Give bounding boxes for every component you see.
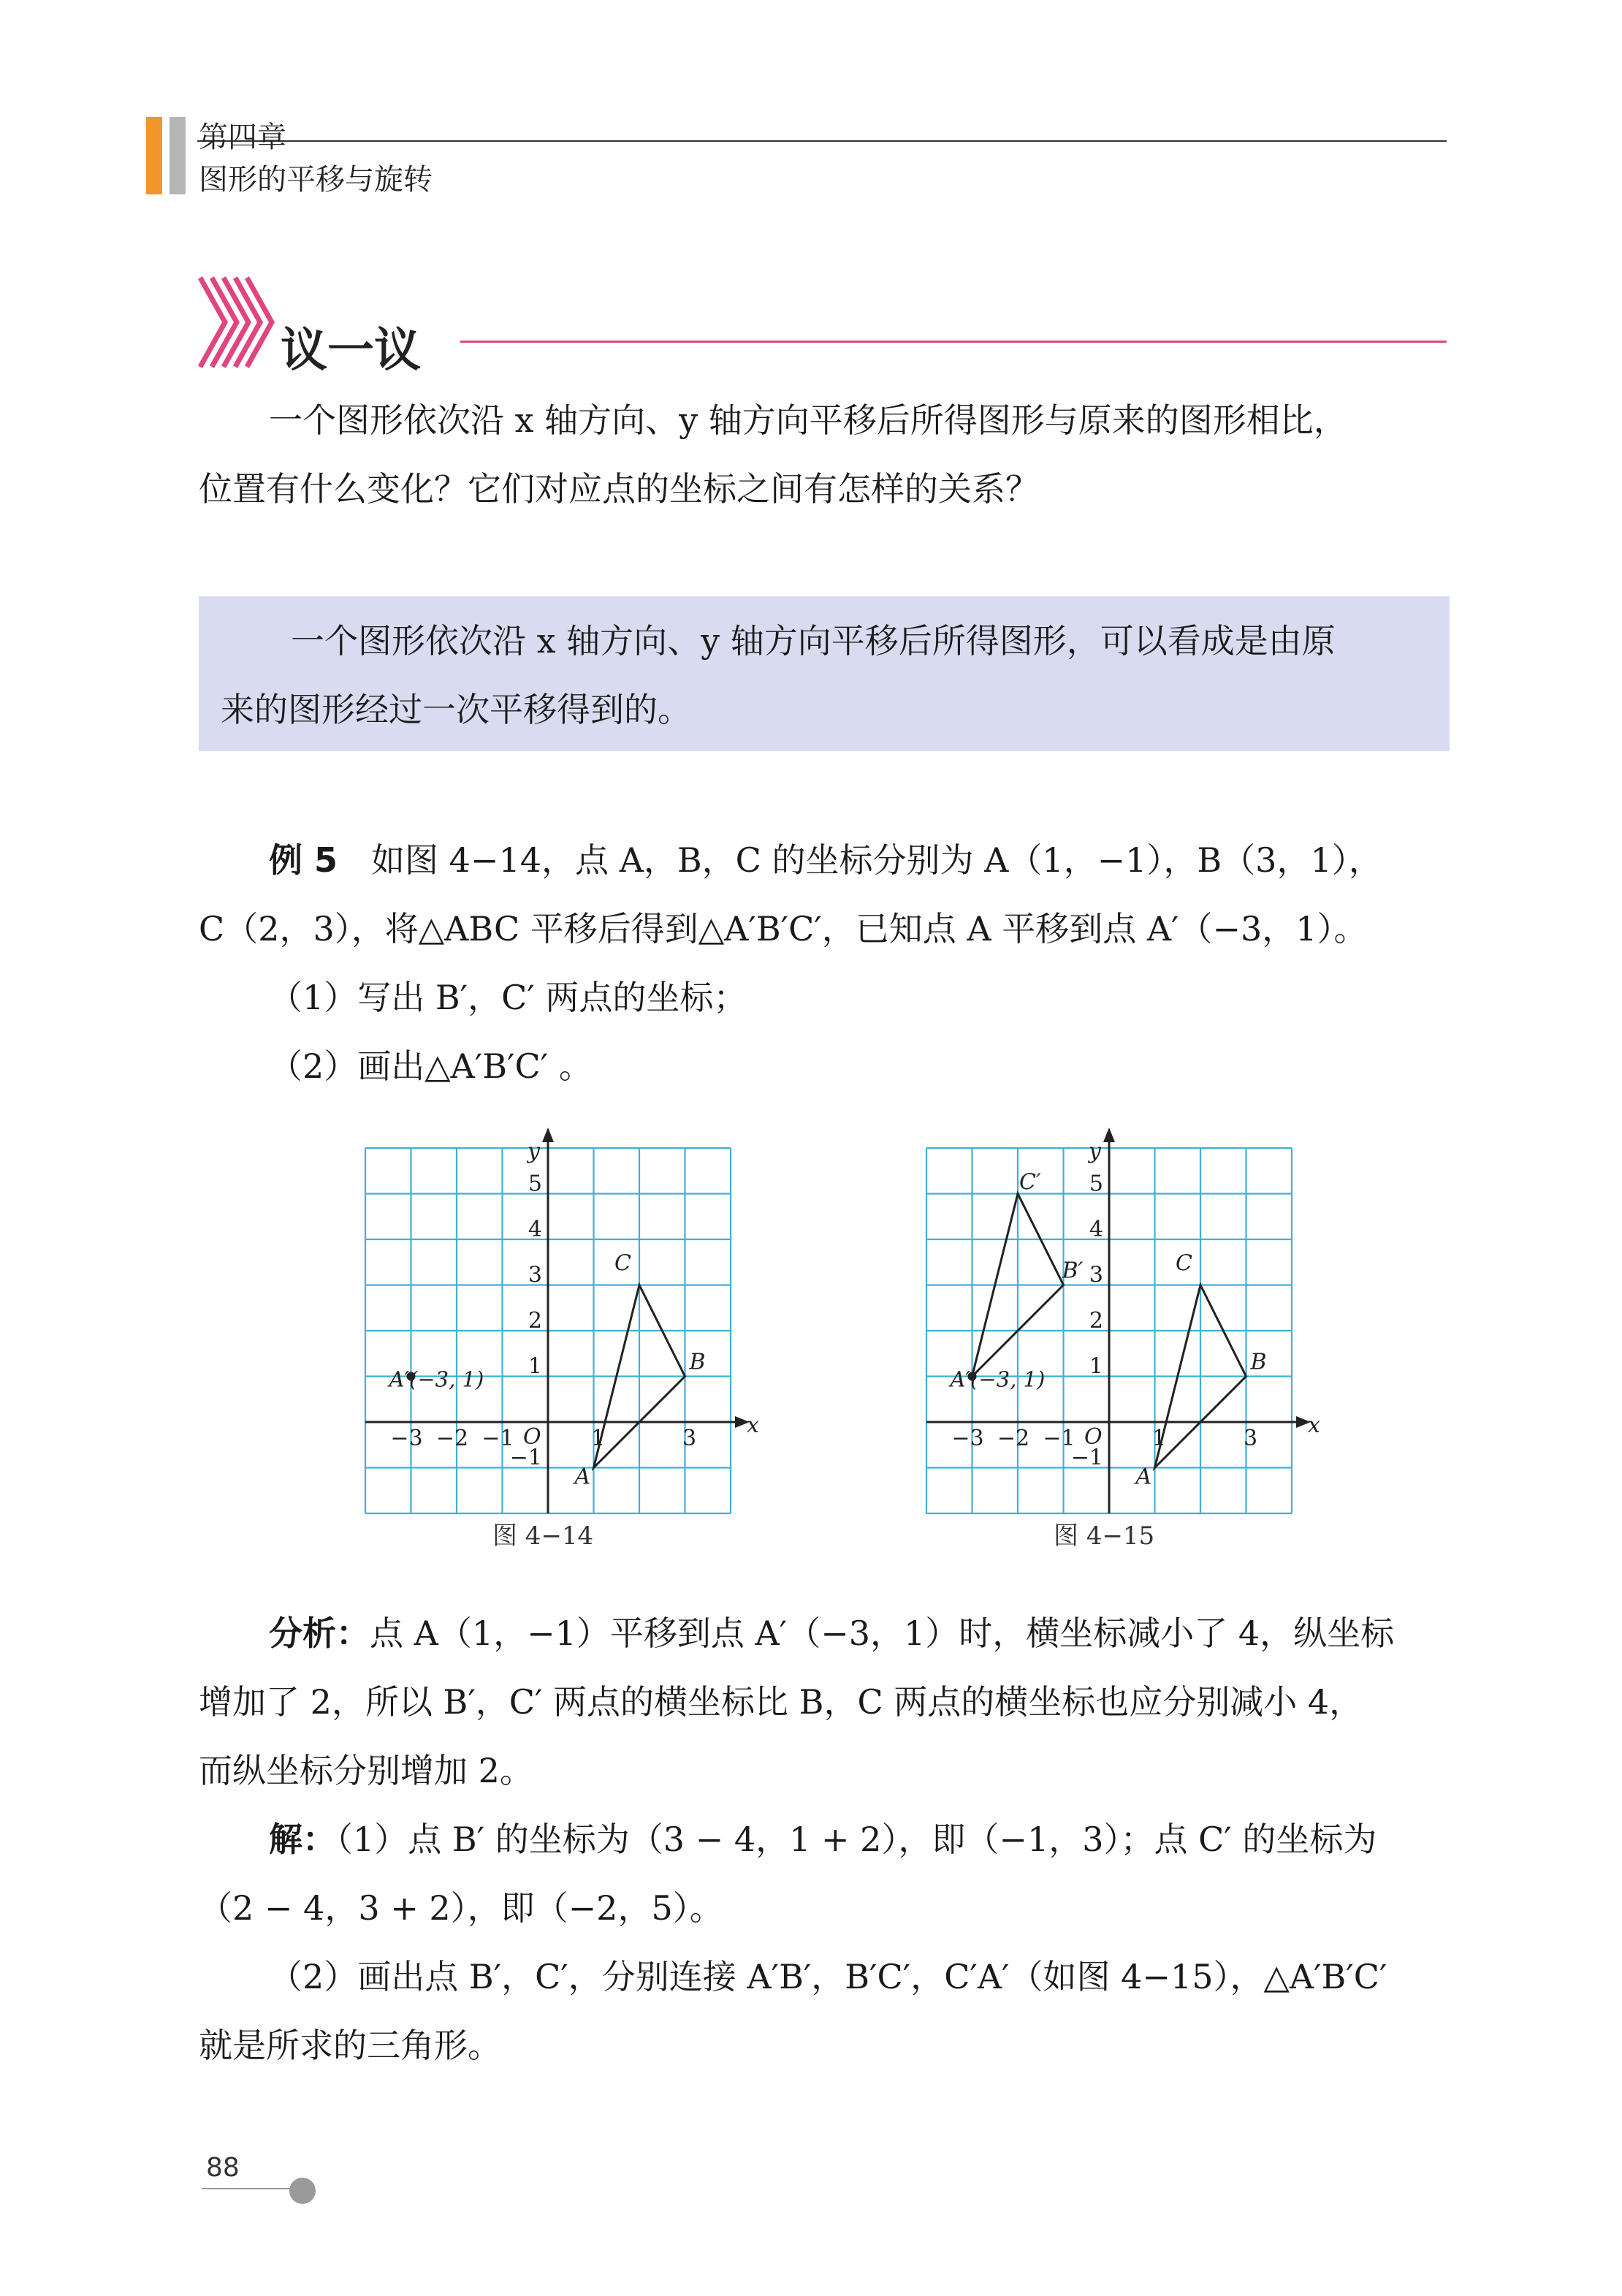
x-tick-label: 3 (682, 1426, 697, 1451)
x-axis-label: x (747, 1413, 759, 1438)
x-tick-label: 1 (590, 1426, 606, 1451)
chapter-label: 第四章 (199, 121, 286, 154)
x-tick-label: −2 (435, 1426, 469, 1451)
x-tick-label: 1 (1151, 1426, 1167, 1451)
point-c-label: C (614, 1250, 631, 1277)
solution-line-3: （2）画出点 B′，C′，分别连接 A′B′，B′C′，C′A′（如图 4−15），△A′B′C′ (269, 1957, 1387, 1996)
point-a-label: A (574, 1464, 591, 1490)
page-number-rule (202, 2188, 294, 2189)
analysis-line-3: 而纵坐标分别增加 2。 (199, 1751, 533, 1790)
question-line-1: 一个图形依次沿 x 轴方向、y 轴方向平移后所得图形与原来的图形相比， (269, 400, 1347, 440)
point-a-prime-label: A′(−3, 1) (389, 1366, 484, 1392)
page-number: 88 (206, 2153, 240, 2183)
x-tick-label: −1 (481, 1426, 514, 1451)
y-tick-label: 1 (528, 1353, 542, 1380)
figure-4-14-graph (365, 1128, 759, 1513)
y-tick-label: 4 (1089, 1217, 1103, 1242)
y-tick-label: 4 (528, 1217, 542, 1242)
y-axis-arrow-icon (1103, 1128, 1115, 1142)
y-tick-label: 3 (528, 1262, 542, 1288)
figure-4-14-caption: 图 4−14 (492, 1521, 594, 1551)
y-tick-label: −1 (509, 1445, 542, 1471)
figure-4-15-graph (926, 1128, 1320, 1513)
solution-label: 解： (269, 1820, 336, 1859)
origin-label: O (523, 1424, 541, 1450)
y-axis-label: y (1089, 1139, 1101, 1164)
conclusion-line-1: 一个图形依次沿 x 轴方向、y 轴方向平移后所得图形，可以看成是由原 (291, 621, 1336, 661)
example-line-2: C（2，3），将△ABC 平移后得到△A′B′C′，已知点 A 平移到点 A′（−3，1）。 (199, 909, 1368, 949)
x-tick-label: −3 (951, 1426, 984, 1451)
solution-line-2: （2 − 4，3 + 2），即（−2，5）。 (199, 1888, 723, 1928)
point-a-label: A (1135, 1464, 1152, 1490)
conclusion-line-2: 来的图形经过一次平移得到的。 (221, 690, 691, 729)
solution-text-1: （1）点 B′ 的坐标为（3 − 4，1 + 2），即（−1，3）；点 C′ 的坐标为 (336, 1820, 1377, 1859)
solution-line-1 (199, 1805, 1450, 1874)
figure-4-15-caption: 图 4−15 (1054, 1521, 1155, 1551)
point-c-label: C (1176, 1250, 1192, 1277)
x-axis-label: x (1308, 1413, 1320, 1438)
example-text-1: 如图 4−14，点 A，B，C 的坐标分别为 A（1，−1），B（3，1）， (371, 840, 1382, 880)
y-axis-arrow-icon (542, 1128, 554, 1142)
analysis-label: 分析： (269, 1613, 370, 1653)
analysis-text-1: 点 A（1，−1）平移到点 A′（−3，1）时，横坐标减小了 4，纵坐标 (370, 1613, 1395, 1653)
solution-line-4: 就是所求的三角形。 (199, 2026, 501, 2065)
x-tick-label: 3 (1243, 1426, 1258, 1451)
example-question-2: （2）画出△A′B′C′ 。 (269, 1046, 593, 1086)
question-line-2: 位置有什么变化？它们对应点的坐标之间有怎样的关系？ (199, 469, 1039, 509)
y-tick-label: 5 (1089, 1171, 1103, 1197)
x-tick-label: −2 (997, 1426, 1030, 1451)
origin-label: O (1084, 1424, 1103, 1450)
point-b-prime-label: B′ (1062, 1258, 1084, 1284)
section-title: 议一议 (281, 324, 421, 378)
y-tick-label: 2 (1089, 1308, 1103, 1334)
analysis-line-2: 增加了 2，所以 B′，C′ 两点的横坐标比 B，C 两点的横坐标也应分别减小 4， (199, 1682, 1363, 1722)
x-tick-label: −3 (390, 1426, 423, 1451)
example-question-1: （1）写出 B′，C′ 两点的坐标； (269, 978, 747, 1017)
point-b-label: B (1250, 1349, 1267, 1375)
y-axis-label: y (528, 1139, 540, 1164)
point-c-prime-label: C′ (1019, 1169, 1041, 1195)
chapter-subtitle: 图形的平移与旋转 (199, 163, 433, 197)
y-tick-label: 1 (1089, 1353, 1103, 1380)
page-number-dot (289, 2178, 316, 2204)
y-tick-label: 3 (1089, 1262, 1103, 1288)
analysis-line-1 (199, 1599, 1450, 1668)
x-tick-label: −1 (1043, 1426, 1075, 1451)
point-b-label: B (689, 1349, 706, 1375)
y-tick-label: 5 (528, 1171, 542, 1197)
y-tick-label: −1 (1070, 1445, 1103, 1471)
analysis-solution-block (199, 1599, 1450, 2080)
example-label: 例 5 (269, 840, 338, 880)
y-tick-label: 2 (528, 1308, 542, 1334)
point-a-prime-label: A′(−3, 1) (950, 1366, 1046, 1392)
